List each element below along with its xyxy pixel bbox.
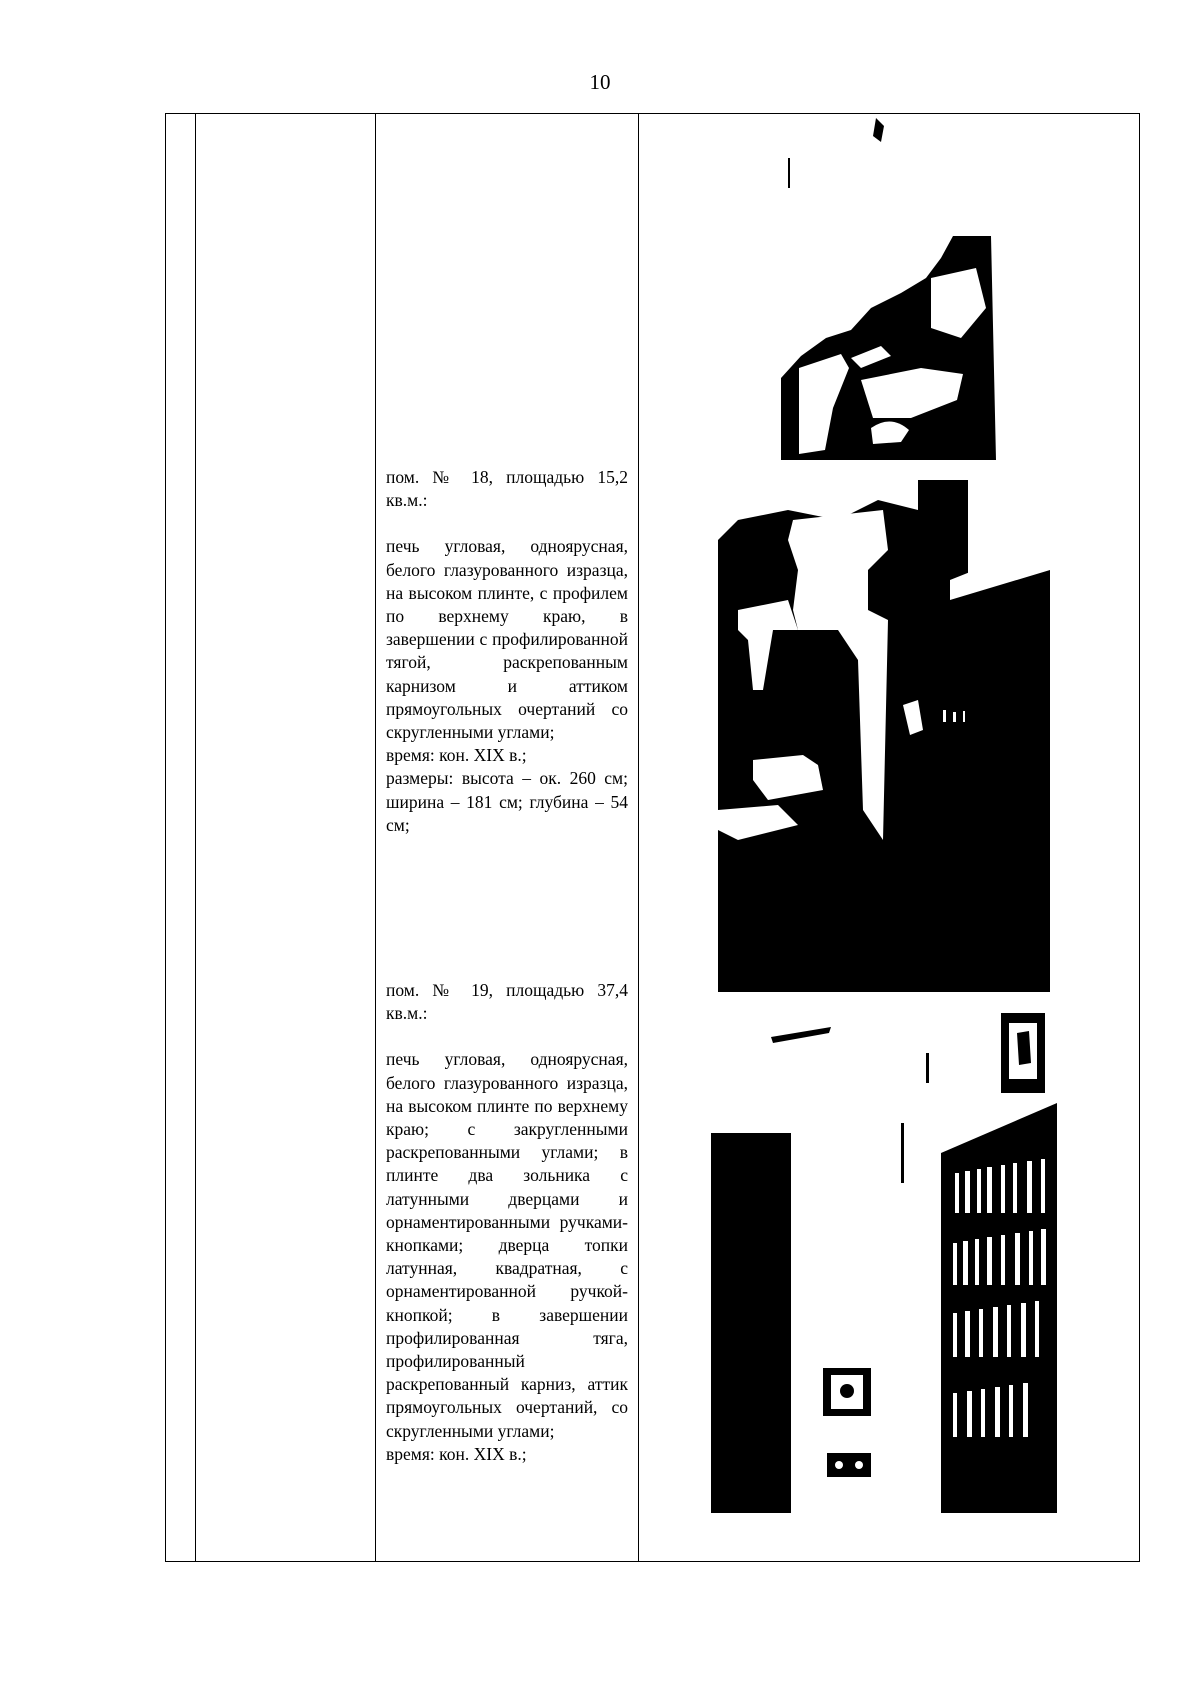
room-19-text-block [386, 979, 628, 1466]
column-divider-1 [195, 113, 196, 1562]
room-18-dimensions: размеры: высота – ок. 260 см; ширина – 181 см; глубина – 54 см; [386, 768, 628, 835]
room-19-time: время: кон. XIX в.; [386, 1443, 527, 1464]
room-18-text-block [386, 466, 628, 837]
page-number: 10 [589, 70, 611, 94]
stove-photo-room-19 [711, 1013, 1057, 1513]
column-divider-2 [375, 113, 376, 1562]
stove-photo-room-18 [718, 480, 1050, 992]
column-divider-3 [638, 113, 639, 1562]
room-18-heading: пом. № 18, площадью 15,2 кв.м.: [386, 467, 628, 511]
room-18-time: время: кон. XIX в.; [386, 745, 527, 766]
room-18-description: печь угловая, одноярусная, белого глазурованного изразца, на высоком плинте, с профилем по верхнему краю, в завершении с профилированной тягой, раскрепованным карнизом и аттиком прямоугольных очертаний со скругленными углами; [386, 536, 628, 743]
room-19-heading: пом. № 19, площадью 37,4 кв.м.: [386, 980, 628, 1024]
room-19-description: печь угловая, одноярусная, белого глазурованного изразца, на высоком плинте по верхнему краю; с закругленными раскрепованными углами; в плинте два зольника с латунными дверцами и орнаментированными ручками-кнопками; дверца топки латунная, квадратная, с орнаментированной ручкой-кнопкой; в завершении профилированная тяга, профилированный раскрепованный карниз, аттик прямоугольных очертаний, со скругленными углами; [386, 1049, 628, 1441]
stove-photo-fragment [781, 118, 996, 460]
